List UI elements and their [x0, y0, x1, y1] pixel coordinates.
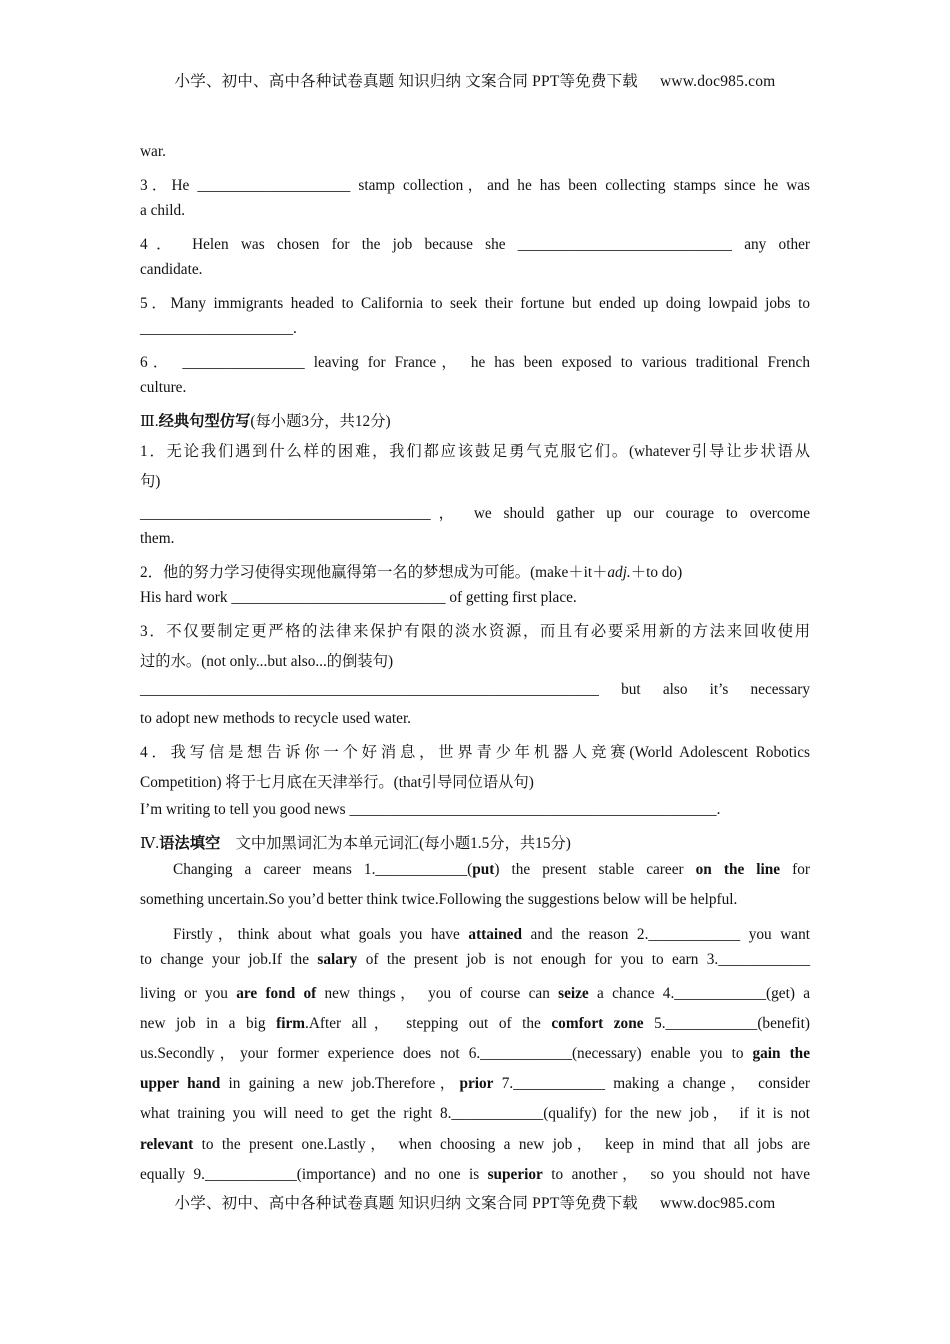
part3-q1-line3: ______________________________________， we should gather up our courage to overcome: [140, 505, 810, 522]
bold-word: gain the: [752, 1045, 810, 1062]
bold-word: are fond of: [236, 985, 317, 1002]
part3-q2-line1: [140, 560, 810, 582]
part3-q3-line1: 3．不仅要制定更严格的法律来保护有限的淡水资源，而且有必要采用新的方法来回收使用: [140, 623, 810, 640]
part2-q5-line1: 5．Many immigrants headed to California to seek their fortune but ended up doing lowpaid jobs to: [140, 295, 810, 312]
text: equally 9.____________(importance) and no one is: [140, 1166, 488, 1183]
bold-word: comfort zone: [551, 1015, 644, 1032]
part3-q1-line1: 1．无论我们遇到什么样的困难，我们都应该鼓足勇气克服它们。(whatever引导让步状语从: [140, 443, 810, 460]
passage-line-1: [173, 861, 810, 879]
text: Changing a career means 1.____________(: [173, 861, 473, 878]
header-text: 小学、初中、高中各种试卷真题 知识归纳 文案合同 PPT等免费下载: [174, 73, 638, 90]
page-footer: [0, 1191, 950, 1213]
part2-q4-line2: candidate.: [140, 261, 203, 278]
text: to change your job.If the: [140, 951, 318, 968]
passage-line-3: [173, 922, 810, 944]
part2-q4-line1: 4． Helen was chosen for the job because she ____________________________ any other: [140, 236, 810, 253]
bold-word: upper hand: [140, 1075, 221, 1092]
text: to the present one.Lastly， when choosing a new job， keep in mind that all jobs are: [193, 1136, 810, 1153]
text: 5.____________(benefit): [643, 1015, 810, 1032]
text: of the present job is not enough for you to earn 3.____________: [357, 951, 811, 968]
part4-heading-title: 语法填空: [159, 835, 221, 852]
part3-q4-line3: I’m writing to tell you good news ________________________________________________.: [140, 801, 721, 818]
part3-q3-line4: to adopt new methods to recycle used water.: [140, 710, 412, 727]
passage-line-7: [140, 1041, 810, 1063]
part3-heading-num: Ⅲ.: [140, 413, 159, 430]
text: Firstly，think about what goals you have: [173, 926, 469, 943]
text: new things， you of course can: [316, 985, 559, 1002]
part4-heading-num: Ⅳ.: [140, 835, 160, 852]
header-site: www.doc985.com: [659, 73, 776, 90]
part3-q4-line2: Competition) 将于七月底在天津举行。(that引导同位语从句): [140, 774, 534, 791]
passage-line-2: something uncertain.So you’d better think twice.Following the suggestions below will be helpful.: [140, 891, 738, 908]
part4-heading-note: 文中加黑词汇为本单元词汇(每小题1.5分，共15分): [220, 835, 571, 852]
part2-q3-line1: 3．He ____________________ stamp collection，and he has been collecting stamps since he was: [140, 177, 810, 194]
part4-heading: [140, 831, 810, 853]
text: for: [780, 861, 810, 878]
bold-word: superior: [487, 1166, 543, 1183]
passage-line-6: [140, 1011, 810, 1033]
text: living or you: [140, 985, 237, 1002]
text: us.Secondly，your former experience does not 6.____________(necessary) enable you to: [140, 1045, 753, 1062]
part3-q2-post: ＋to do): [630, 564, 683, 581]
text: new job in a big: [140, 1015, 277, 1032]
text: ) the present stable career: [494, 861, 696, 878]
bold-word: firm: [276, 1015, 305, 1032]
part2-q3-line2: a child.: [140, 202, 186, 219]
bold-word: seize: [558, 985, 589, 1002]
passage-line-10: [140, 1132, 810, 1154]
part3-q3-line2: 过的水。(not only...but also...的倒装句): [140, 653, 394, 670]
passage-line-11: [140, 1162, 810, 1184]
part3-q4-line1: 4．我写信是想告诉你一个好消息，世界青少年机器人竞赛(World Adolescent Robotics: [140, 744, 810, 761]
part3-q2-line2: His hard work ____________________________ of getting first place.: [140, 589, 577, 606]
bold-word: attained: [468, 926, 522, 943]
part2-q6-line2: culture.: [140, 379, 187, 396]
part3-heading-score: (每小题3分，共12分): [250, 413, 391, 430]
passage-line-8: [140, 1071, 810, 1093]
text: 7.____________ making a change， consider: [493, 1075, 811, 1092]
part2-continuation: war.: [140, 143, 166, 160]
bold-word: put: [472, 861, 495, 878]
bold-word: prior: [459, 1075, 494, 1092]
part2-q5-line2: ____________________.: [140, 320, 297, 337]
passage-line-9: what training you will need to get the right 8.____________(qualify) for the new job， if it is not: [140, 1105, 810, 1122]
part3-q2-italic: adj.: [607, 564, 631, 581]
bold-word: relevant: [140, 1136, 194, 1153]
text: .After all， stepping out of the: [305, 1015, 552, 1032]
bold-word: salary: [317, 951, 358, 968]
bold-word: on the line: [695, 861, 781, 878]
footer-site: www.doc985.com: [659, 1195, 776, 1212]
text: to another， so you should not have: [542, 1166, 810, 1183]
part3-heading-title: 经典句型仿写: [158, 413, 251, 430]
text: a chance 4.____________(get) a: [588, 985, 810, 1002]
footer-text: 小学、初中、高中各种试卷真题 知识归纳 文案合同 PPT等免费下载: [174, 1195, 638, 1212]
part3-q1-line2: 句): [140, 473, 161, 490]
text: and the reason 2.____________ you want: [521, 926, 810, 943]
part3-q2-pre: 2．他的努力学习使得实现他赢得第一名的梦想成为可能。(make＋it＋: [140, 564, 608, 581]
passage-line-4: [140, 951, 810, 969]
passage-line-5: [140, 981, 810, 1003]
part3-q3-line3: ____________________________________________________________ but also it’s necessary: [140, 681, 810, 698]
page-header: [0, 69, 950, 91]
part3-heading: [140, 409, 810, 431]
part2-q6-line1: 6． ________________ leaving for France， he has been exposed to various traditional French: [140, 354, 810, 371]
text: in gaining a new job.Therefore，: [220, 1075, 460, 1092]
part3-q1-line4: them.: [140, 530, 175, 547]
